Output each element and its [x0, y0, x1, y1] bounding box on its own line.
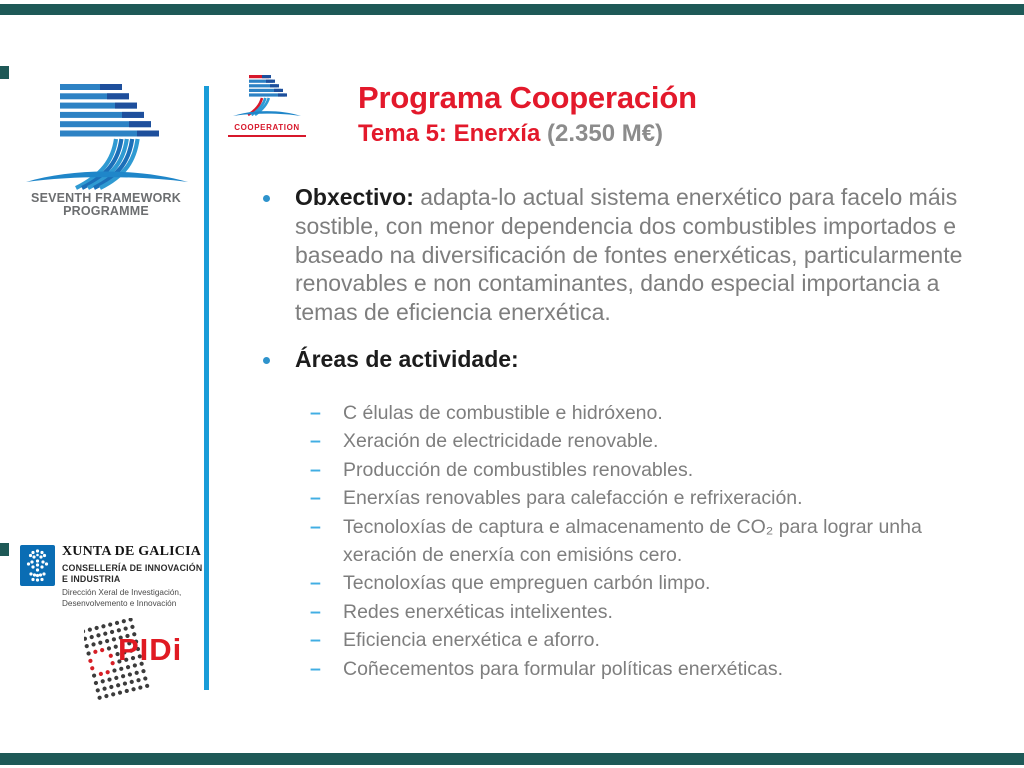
list-item-text: Coñecementos para formular políticas enerxéticas. — [343, 657, 784, 680]
pidi-logo-block — [84, 618, 224, 702]
dash-bullet-icon: – — [310, 600, 321, 623]
list-item-text: Enerxías renovables para calefacción e refrixeración. — [343, 487, 803, 510]
dash-bullet-icon: – — [310, 402, 321, 424]
activity-list — [310, 399, 958, 683]
objective-text: adapta-lo actual sistema enerxético para facelo máis sostible, con menor dependencia dos combustibles importados e baseado na diversificación de fontes enerxéticas, particularmente renovables e non contaminantes, dando especial importancia a temas de eficiencia enerxética. — [295, 184, 963, 326]
list-item-text: Tecnoloxías que empreguen carbón limpo. — [343, 572, 711, 595]
dash-bullet-icon: – — [310, 430, 321, 453]
cooperation-seven-icon — [231, 74, 303, 120]
fp7-logo — [18, 82, 194, 218]
objective-paragraph — [295, 183, 971, 327]
left-edge-accent-bottom — [0, 543, 9, 556]
list-item — [310, 655, 958, 683]
bullet-dot-icon — [263, 357, 270, 364]
dash-bullet-icon: – — [310, 572, 321, 595]
fp7-label-line1: SEVENTH FRAMEWORK — [31, 191, 181, 205]
list-item — [310, 513, 958, 570]
list-item — [310, 399, 958, 427]
dash-bullet-icon: – — [310, 657, 321, 680]
cooperation-underline — [228, 135, 306, 137]
list-item-text: Eficiencia enerxética e aforro. — [343, 629, 600, 652]
dash-bullet-icon: – — [310, 487, 321, 510]
pidi-label: PIDi — [118, 632, 183, 667]
xunta-logo-block — [20, 544, 222, 609]
left-edge-accent-top — [0, 66, 9, 79]
list-item — [310, 569, 958, 597]
subtitle-theme: Tema 5: Enerxía — [358, 120, 541, 147]
list-item-text: Redes enerxéticas intelixentes. — [343, 600, 613, 623]
areas-label: Áreas de actividade: — [295, 346, 519, 372]
dash-bullet-icon: – — [310, 629, 321, 652]
list-item-text: C élulas de combustible e hidróxeno. — [343, 402, 663, 424]
list-item — [310, 456, 958, 484]
xunta-subtitle-line2: E INDUSTRIA — [62, 574, 121, 584]
top-frame-bar — [0, 4, 1024, 15]
slide-subtitle — [358, 119, 663, 149]
xunta-crest-icon — [20, 545, 55, 586]
xunta-title: XUNTA DE GALICIA — [62, 544, 202, 559]
bottom-frame-bar — [0, 753, 1024, 765]
fp7-label-line2: PROGRAMME — [63, 204, 149, 218]
xunta-dept-line1: Dirección Xeral de Investigación, — [62, 588, 182, 597]
objective-label: Obxectivo: — [295, 184, 414, 210]
list-item — [310, 598, 958, 626]
list-item-text: Xeración de electricidade renovable. — [343, 430, 659, 453]
dash-bullet-icon: – — [310, 458, 321, 481]
slide-title: Programa Cooperación — [358, 80, 697, 115]
cooperation-label: COOPERATION — [234, 123, 300, 132]
cooperation-logo — [228, 74, 306, 137]
xunta-subtitle-line1: CONSELLERÍA DE INNOVACIÓN — [62, 563, 203, 573]
list-item-text: Producción de combustibles renovables. — [343, 458, 694, 481]
fp7-seven-icon — [18, 82, 190, 190]
list-item — [310, 626, 958, 654]
subtitle-amount: (2.350 M€) — [546, 120, 664, 147]
list-item — [310, 484, 958, 512]
xunta-dept-line2: Desenvolvemento e Innovación — [62, 598, 177, 608]
bullet-dot-icon — [263, 195, 270, 202]
dash-bullet-icon: – — [310, 515, 321, 538]
list-item — [310, 427, 958, 455]
list-item-text: Tecnoloxías de captura e almacenamento de CO₂ para lograr unha xeración de enerxía con emisións cero. — [343, 515, 922, 567]
areas-heading — [295, 345, 971, 374]
